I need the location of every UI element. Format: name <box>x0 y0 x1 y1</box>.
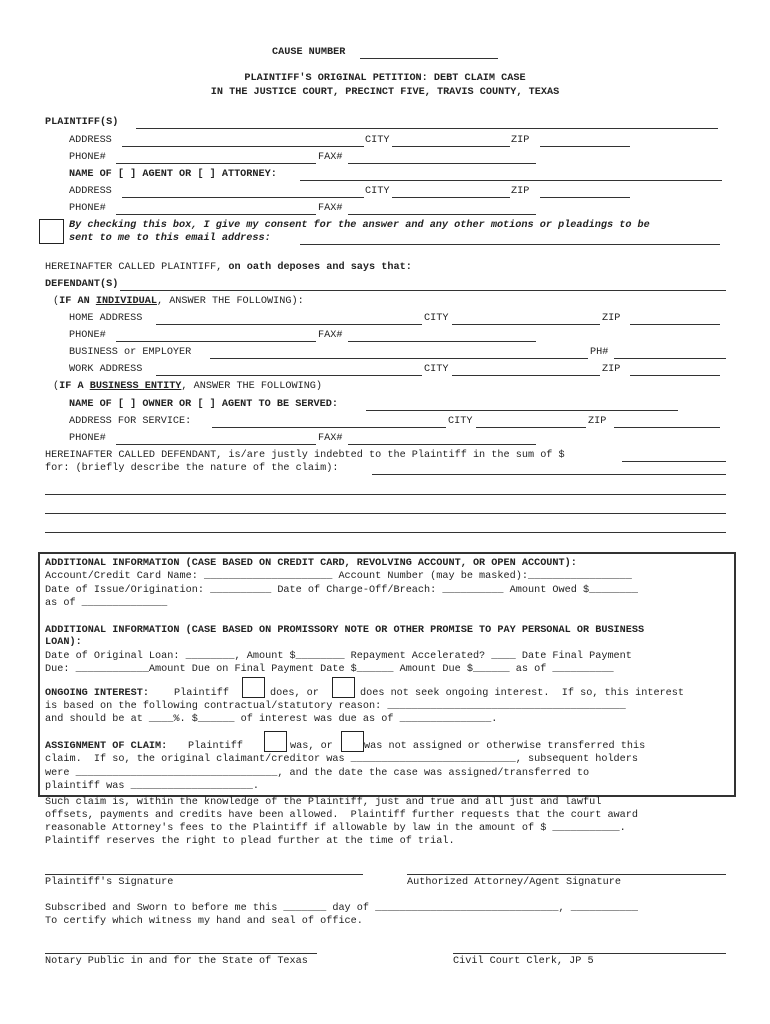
assignment-was-not-checkbox[interactable] <box>341 731 364 752</box>
agent-fax-label: FAX# <box>318 203 343 214</box>
agent-address-label: ADDRESS <box>69 186 112 197</box>
closing-line-3: reasonable Attorney's fees to the Plaintiff if allowable by law in the amount of $ ___________. <box>45 823 626 834</box>
closing-line-2: offsets, payments and credits have been allowed. Plaintiff further requests that the court award <box>45 810 639 821</box>
attorney-signature-line[interactable] <box>407 874 726 875</box>
service-city-label: CITY <box>448 416 473 427</box>
interest-plaintiff: Plaintiff <box>174 688 230 699</box>
closing-line-1: Such claim is, within the knowledge of the Plaintiff, just and true and all just and lawful <box>45 797 602 808</box>
interest-does-checkbox[interactable] <box>242 677 265 698</box>
note-heading-2: LOAN): <box>45 637 82 648</box>
clerk-signature-line[interactable] <box>453 953 726 954</box>
interest-line-3: and should be at ____%. $______ of interest was due as of _______________. <box>45 714 498 725</box>
debt-amount-field[interactable] <box>622 461 726 462</box>
agent-zip-field[interactable] <box>540 197 630 198</box>
email-consent-checkbox[interactable] <box>39 219 64 244</box>
service-phone-field[interactable] <box>116 444 316 445</box>
agent-city-field[interactable] <box>392 197 510 198</box>
business-employer-label: BUSINESS or EMPLOYER <box>69 347 192 358</box>
assignment-label: ASSIGNMENT OF CLAIM: <box>45 741 168 752</box>
claim-nature-line-3[interactable] <box>45 513 726 514</box>
plaintiff-address-field[interactable] <box>122 146 364 147</box>
claim-nature-field[interactable] <box>372 474 726 475</box>
attorney-signature-label: Authorized Attorney/Agent Signature <box>407 877 621 888</box>
service-city-field[interactable] <box>476 427 586 428</box>
credit-line-3: as of ______________ <box>45 598 168 609</box>
plaintiff-fax-label: FAX# <box>318 152 343 163</box>
plaintiff-city-field[interactable] <box>392 146 510 147</box>
work-address-field[interactable] <box>156 375 422 376</box>
defendant-name-field[interactable] <box>120 290 726 291</box>
assignment-line-2: claim. If so, the original claimant/creditor was ___________________________, subsequent holders <box>45 754 639 765</box>
notary-label: Notary Public in and for the State of Texas <box>45 956 308 967</box>
email-address-field[interactable] <box>300 244 720 245</box>
interest-does-not: does not seek ongoing interest. If so, this interest <box>360 688 685 699</box>
service-address-field[interactable] <box>212 427 446 428</box>
assignment-line-3: were _________________________________, and the date the case was assigned/transferred to <box>45 768 590 779</box>
home-city-field[interactable] <box>452 324 600 325</box>
email-consent-text-2: sent to me to this email address: <box>69 233 271 244</box>
notary-signature-line[interactable] <box>45 953 317 954</box>
hereinafter-plaintiff: HEREINAFTER CALLED PLAINTIFF, on oath deposes and says that: <box>45 262 412 273</box>
home-address-field[interactable] <box>156 324 422 325</box>
assignment-line-4: plaintiff was ____________________. <box>45 781 259 792</box>
work-city-field[interactable] <box>452 375 600 376</box>
plaintiff-zip-label: ZIP <box>511 135 530 146</box>
plaintiff-address-label: ADDRESS <box>69 135 112 146</box>
credit-heading: ADDITIONAL INFORMATION (CASE BASED ON CREDIT CARD, REVOLVING ACCOUNT, OR OPEN ACCOUNT): <box>45 558 577 569</box>
employer-phone-field[interactable] <box>614 358 726 359</box>
plaintiff-city-label: CITY <box>365 135 390 146</box>
plaintiff-label: PLAINTIFF(S) <box>45 117 119 128</box>
service-zip-label: ZIP <box>588 416 607 427</box>
home-zip-field[interactable] <box>630 324 720 325</box>
interest-does-or: does, or <box>270 688 319 699</box>
home-address-label: HOME ADDRESS <box>69 313 143 324</box>
defendant-fax-label: FAX# <box>318 330 343 341</box>
defendant-fax-field[interactable] <box>348 341 536 342</box>
claim-nature-line-4[interactable] <box>45 532 726 533</box>
owner-agent-field[interactable] <box>366 410 678 411</box>
note-line-2: Due: ____________Amount Due on Final Payment Date $______ Amount Due $______ as of __________ <box>45 664 614 675</box>
plaintiff-zip-field[interactable] <box>540 146 630 147</box>
assignment-plaintiff: Plaintiff <box>188 741 244 752</box>
home-zip-label: ZIP <box>602 313 621 324</box>
plaintiff-signature-line[interactable] <box>45 874 363 875</box>
claim-nature-label: for: (briefly describe the nature of the claim): <box>45 463 339 474</box>
clerk-label: Civil Court Clerk, JP 5 <box>453 956 594 967</box>
interest-does-not-checkbox[interactable] <box>332 677 355 698</box>
agent-city-label: CITY <box>365 186 390 197</box>
business-entity-heading: (IF A BUSINESS ENTITY, ANSWER THE FOLLOWING) <box>53 381 323 392</box>
defendant-phone-field[interactable] <box>116 341 316 342</box>
plaintiff-phone-field[interactable] <box>116 163 316 164</box>
business-employer-field[interactable] <box>210 358 588 359</box>
work-address-label: WORK ADDRESS <box>69 364 143 375</box>
service-fax-field[interactable] <box>348 444 536 445</box>
assignment-was-checkbox[interactable] <box>264 731 287 752</box>
credit-line-1: Account/Credit Card Name: _____________________ Account Number (may be masked):_________________ <box>45 571 632 582</box>
defendant-phone-label: PHONE# <box>69 330 106 341</box>
court-title: IN THE JUSTICE COURT, PRECINCT FIVE, TRAVIS COUNTY, TEXAS <box>210 87 560 98</box>
defendant-label: DEFENDANT(S) <box>45 279 119 290</box>
service-phone-label: PHONE# <box>69 433 106 444</box>
agent-phone-label: PHONE# <box>69 203 106 214</box>
owner-agent-label: NAME OF [ ] OWNER OR [ ] AGENT TO BE SERVED: <box>69 399 338 410</box>
petition-title: PLAINTIFF'S ORIGINAL PETITION: DEBT CLAIM CASE <box>244 73 526 84</box>
work-city-label: CITY <box>424 364 449 375</box>
sworn-line-2: To certify which witness my hand and seal of office. <box>45 916 363 927</box>
plaintiff-fax-field[interactable] <box>348 163 536 164</box>
note-heading-1: ADDITIONAL INFORMATION (CASE BASED ON PROMISSORY NOTE OR OTHER PROMISE TO PAY PERSONAL OR BUSINESS <box>45 625 645 636</box>
note-line-1: Date of Original Loan: ________, Amount $________ Repayment Accelerated? ____ Date Final Payment <box>45 651 632 662</box>
work-zip-label: ZIP <box>602 364 621 375</box>
credit-line-2: Date of Issue/Origination: __________ Date of Charge-Off/Breach: __________ Amount Owed $________ <box>45 585 639 596</box>
plaintiff-signature-label: Plaintiff's Signature <box>45 877 174 888</box>
sworn-line-1: Subscribed and Sworn to before me this _______ day of ______________________________, ___________ <box>45 903 639 914</box>
plaintiff-phone-label: PHONE# <box>69 152 106 163</box>
employer-phone-label: PH# <box>590 347 609 358</box>
agent-address-field[interactable] <box>122 197 364 198</box>
work-zip-field[interactable] <box>630 375 720 376</box>
agent-fax-field[interactable] <box>348 214 536 215</box>
cause-number-label: CAUSE NUMBER <box>272 47 346 58</box>
agent-attorney-field[interactable] <box>300 180 722 181</box>
agent-attorney-label: NAME OF [ ] AGENT OR [ ] ATTORNEY: <box>69 169 277 180</box>
agent-zip-label: ZIP <box>511 186 530 197</box>
plaintiff-name-field[interactable] <box>136 128 718 129</box>
indebted-statement: HEREINAFTER CALLED DEFENDANT, is/are justly indebted to the Plaintiff in the sum of $ <box>45 450 565 461</box>
cause-number-field[interactable] <box>360 58 498 59</box>
service-zip-field[interactable] <box>614 427 720 428</box>
interest-line-2: is based on the following contractual/statutory reason: _______________________________________ <box>45 701 626 712</box>
home-city-label: CITY <box>424 313 449 324</box>
interest-label: ONGOING INTEREST: <box>45 688 149 699</box>
assignment-was-or: was, or <box>290 741 333 752</box>
closing-line-4: Plaintiff reserves the right to plead further at the time of trial. <box>45 836 455 847</box>
service-address-label: ADDRESS FOR SERVICE: <box>69 416 192 427</box>
individual-heading: (IF AN INDIVIDUAL, ANSWER THE FOLLOWING): <box>53 296 304 307</box>
email-consent-text-1: By checking this box, I give my consent for the answer and any other motions or pleadings to be <box>69 220 650 231</box>
service-fax-label: FAX# <box>318 433 343 444</box>
agent-phone-field[interactable] <box>116 214 316 215</box>
claim-nature-line-2[interactable] <box>45 494 726 495</box>
assignment-was-not: was not assigned or otherwise transferred this <box>364 741 646 752</box>
